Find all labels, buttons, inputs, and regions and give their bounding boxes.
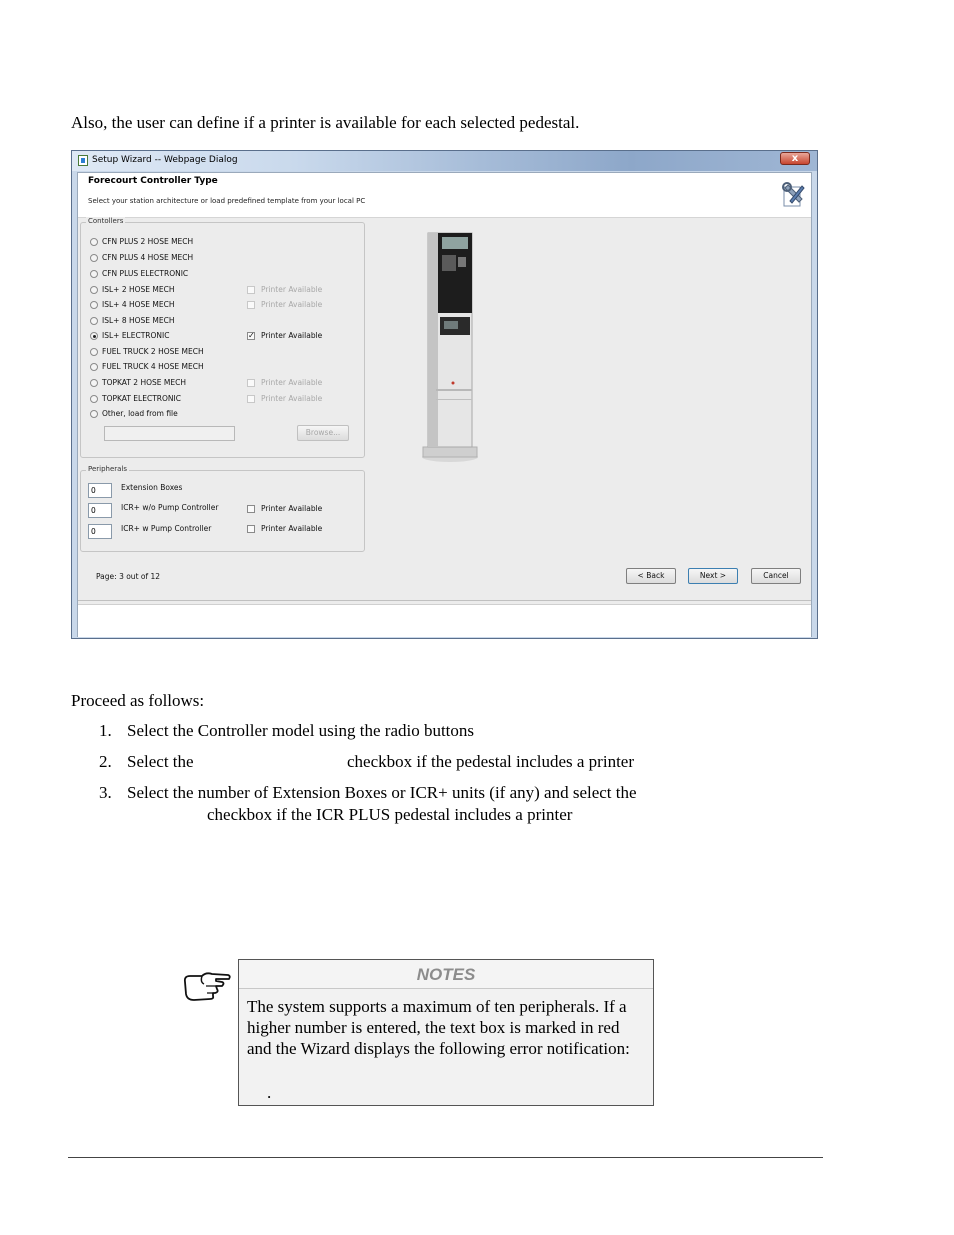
peripherals-legend: Peripherals xyxy=(88,465,128,473)
step-text: Select the number of Extension Boxes or ICR+ units (if any) and select the xyxy=(127,783,637,802)
file-path-input[interactable] xyxy=(104,426,235,441)
wizard-title: Forecourt Controller Type xyxy=(88,176,218,186)
wizard-header xyxy=(78,173,811,218)
page-indicator: Page: 3 out of 12 xyxy=(96,572,161,581)
controllers-legend: Contollers xyxy=(88,217,124,225)
dialog-title: Setup Wizard -- Webpage Dialog xyxy=(92,155,238,165)
radio-button[interactable] xyxy=(90,410,98,418)
radio-button[interactable] xyxy=(90,395,98,403)
printer-checkbox[interactable] xyxy=(247,301,255,309)
printer-checkbox[interactable] xyxy=(247,286,255,294)
dialog-content: Forecourt Controller Type Select your station architecture or load predefined template from your local PC Contollers CFN PLUS 2 HOSE MECH CFN PLUS 4 HOSE MECH CFN PLUS ELECTRONIC ISL+ 2 HOSE MECH ISL+ 4 HOSE MECH ISL+ 8 HOSE MECH ISL+ ELECTRONIC FUEL TRUCK 2 HOSE MECH FUEL TRUCK 4 HOSE MECH TOPKAT 2 HOSE MECH TOPKAT ELECTRONIC Other, load from file Printer Available Printer Available ✓ Printer Available Printer Available Printer Available Browse... Peripherals 0 Extension Boxes 0 ICR+ w/o Pump Controller Printer Available 0 ICR+ w Pump Controller Printer Available Page: 3 out of 12 < Back Next > Cancel xyxy=(77,172,812,637)
radio-button[interactable] xyxy=(90,379,98,387)
radio-button[interactable] xyxy=(90,317,98,325)
step-text: Select the Controller model using the radio buttons xyxy=(127,721,475,740)
notes-body: The system supports a maximum of ten peripherals. If a higher number is entered, the text box is marked in red and the Wizard displays the following error notification: xyxy=(247,997,630,1058)
radio-button[interactable] xyxy=(90,238,98,246)
notes-box xyxy=(238,959,654,1106)
printer-checkbox[interactable] xyxy=(247,525,255,533)
notes-title: NOTES xyxy=(239,960,653,989)
notes-trailing: . xyxy=(267,1083,272,1102)
ie-app-icon xyxy=(78,155,88,166)
step-number: 1. xyxy=(99,721,112,740)
dialog-titlebar[interactable] xyxy=(72,151,817,171)
intro-paragraph: Also, the user can define if a printer is available for each selected pedestal. xyxy=(71,113,580,132)
browse-button[interactable]: Browse... xyxy=(297,425,349,441)
next-button[interactable]: Next > xyxy=(688,568,738,584)
icr-with-pump-input[interactable]: 0 xyxy=(88,524,112,539)
step-number: 3. xyxy=(99,783,112,802)
icr-with-pump-label: ICR+ w Pump Controller xyxy=(121,524,212,533)
radio-button[interactable] xyxy=(90,286,98,294)
step-number: 2. xyxy=(99,752,112,771)
printer-checkbox[interactable] xyxy=(247,379,255,387)
icr-without-pump-label: ICR+ w/o Pump Controller xyxy=(121,503,219,512)
radio-button[interactable] xyxy=(90,301,98,309)
tools-icon xyxy=(780,181,808,209)
footer-rule xyxy=(68,1157,823,1158)
step-text: Select the xyxy=(127,752,194,771)
printer-checkbox-checked[interactable]: ✓ xyxy=(248,331,255,340)
radio-button[interactable] xyxy=(90,363,98,371)
proceed-heading: Proceed as follows: xyxy=(71,691,205,710)
radio-button[interactable] xyxy=(90,270,98,278)
step-text-continued: checkbox if the ICR PLUS pedestal includes a printer xyxy=(207,805,573,824)
radio-button-selected[interactable] xyxy=(90,332,98,340)
extension-boxes-label: Extension Boxes xyxy=(121,483,183,492)
cancel-button[interactable]: Cancel xyxy=(751,568,801,584)
status-area xyxy=(78,604,811,637)
icr-without-pump-input[interactable]: 0 xyxy=(88,503,112,518)
footer-divider xyxy=(78,600,811,601)
wizard-subtitle: Select your station architecture or load predefined template from your local PC xyxy=(88,197,366,205)
radio-button[interactable] xyxy=(90,254,98,262)
close-button[interactable]: x xyxy=(780,152,810,165)
back-button[interactable]: < Back xyxy=(626,568,676,584)
extension-boxes-input[interactable]: 0 xyxy=(88,483,112,498)
step-text-continued: checkbox if the pedestal includes a printer xyxy=(347,752,634,771)
pointing-hand-icon xyxy=(182,968,232,1008)
radio-button[interactable] xyxy=(90,348,98,356)
setup-wizard-dialog xyxy=(71,150,818,639)
printer-checkbox[interactable] xyxy=(247,395,255,403)
pedestal-image xyxy=(418,229,482,465)
printer-checkbox[interactable] xyxy=(247,505,255,513)
